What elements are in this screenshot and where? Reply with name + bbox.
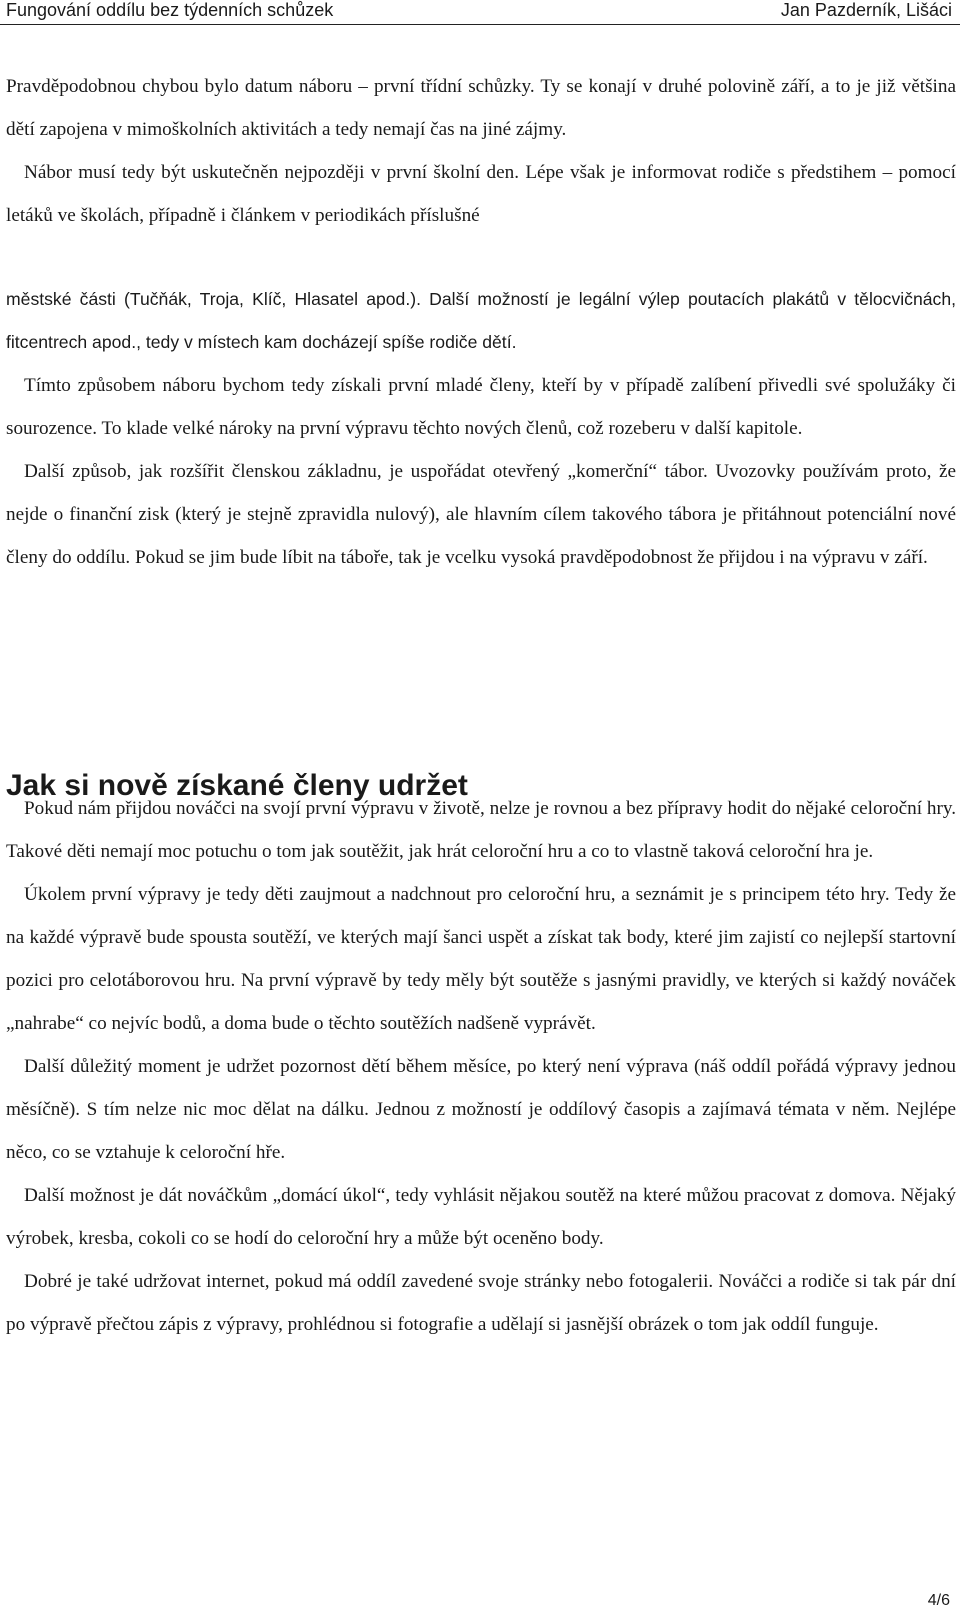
- intro-text: [6, 65, 956, 237]
- paragraph: Úkolem první výpravy je tedy děti zaujmout a nadchnout pro celoroční hru, a seznámit je s principem této hry. Tedy že na každé výpravě bude spousta soutěží, ve kterých mají šanci uspět a získat tak body, které jim zajistí co nejlepší startovní pozici pro celotáborovou hru. Na první výpravě by tedy měly být soutěže s jasnými pravidly, ve kterých si každý nováček „nahrabe“ co nejvíc bodů, a doma bude o těchto soutěžích nadšeně vyprávět.: [6, 884, 956, 1034]
- document-title: Fungování oddílu bez týdenních schůzek: [6, 0, 334, 20]
- section-heading: Jak si nově získané členy udržet: [6, 769, 468, 802]
- intro-text-cont: [6, 364, 956, 579]
- paragraph: městské části (Tučňák, Troja, Klíč, Hlasatel apod.). Další možností je legální výlep poutacích plakátů v tělocvičnách, fitcentrech apod., tedy v místech kam docházejí spíše rodiče dětí.: [6, 289, 956, 352]
- intro-text-sans: [6, 278, 956, 364]
- section-text: [6, 787, 956, 1346]
- document-author: Jan Pazderník, Lišáci: [780, 0, 952, 20]
- paragraph: Tímto způsobem náboru bychom tedy získali první mladé členy, kteří by v případě zalíbení přivedli své spolužáky či sourozence. To klade velké nároky na první výpravu těchto nových členů, což rozeberu v další kapitole.: [6, 375, 956, 439]
- page-header: [0, 0, 960, 25]
- paragraph: Další možnost je dát nováčkům „domácí úkol“, tedy vyhlásit nějakou soutěž na které můžou pracovat z domova. Nějaký výrobek, kresba, cokoli co se hodí do celoroční hry a může být oceněno body.: [6, 1185, 956, 1249]
- paragraph: Pokud nám přijdou nováčci na svojí první výpravu v životě, nelze je rovnou a bez přípravy hodit do nějaké celoroční hry. Takové děti nemají moc potuchu o tom jak soutěžit, jak hrát celoroční hru a co to vlastně taková celoroční hra je.: [6, 798, 956, 862]
- paragraph: Nábor musí tedy být uskutečněn nejpozději v první školní den. Lépe však je informovat rodiče s předstihem – pomocí letáků ve školách, případně i článkem v periodikách příslušné: [6, 162, 956, 226]
- paragraph: Pravděpodobnou chybou bylo datum náboru – první třídní schůzky. Ty se konají v druhé polovině září, a to je již většina dětí zapojena v mimoškolních aktivitách a tedy nemají čas na jiné zájmy.: [6, 76, 956, 140]
- paragraph: Dobré je také udržovat internet, pokud má oddíl zavedené svoje stránky nebo fotogalerii. Nováčci a rodiče si tak pár dní po výpravě přečtou zápis z výpravy, prohlédnou si fotografie a udělají si jasnější obrázek o tom jak oddíl funguje.: [6, 1271, 956, 1335]
- paragraph: Další způsob, jak rozšířit členskou základnu, je uspořádat otevřený „komerční“ tábor. Uvozovky používám proto, že nejde o finanční zisk (který je stejně zpravidla nulový), ale hlavním cílem takového tábora je přitáhnout potenciální nové členy do oddílu. Pokud se jim bude líbit na táboře, tak je vcelku vysoká pravděpodobnost že přijdou i na výpravu v září.: [6, 461, 956, 568]
- paragraph: Další důležitý moment je udržet pozornost dětí během měsíce, po který není výprava (náš oddíl pořádá výpravy jednou měsíčně). S tím nelze nic moc dělat na dálku. Jednou z možností je oddílový časopis a zajímavá témata v něm. Nejlépe něco, co se vztahuje k celoroční hře.: [6, 1056, 956, 1163]
- page-number: 4/6: [927, 1592, 950, 1609]
